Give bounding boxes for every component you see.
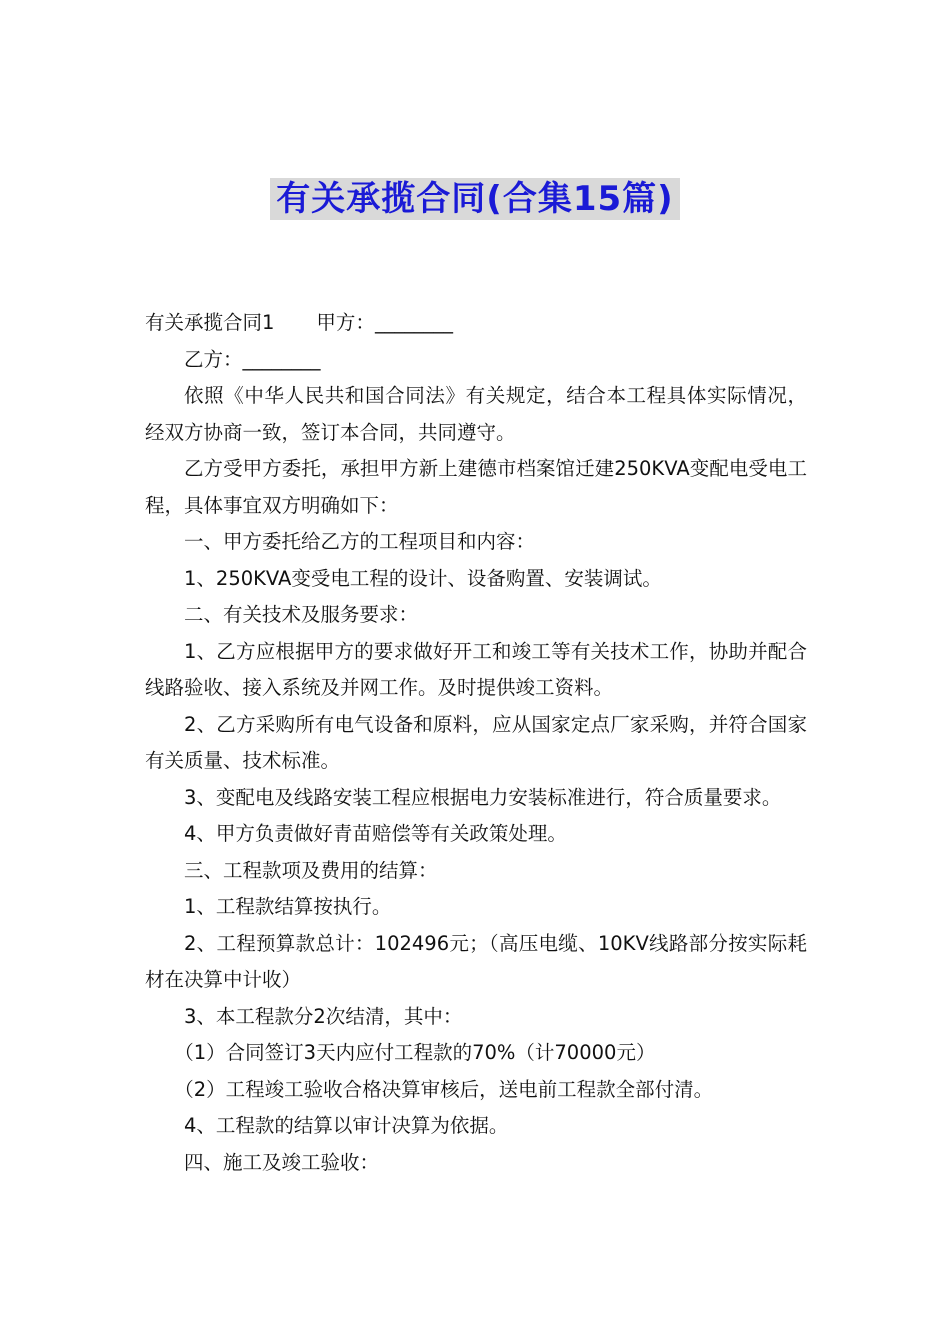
section-heading: 三、工程款项及费用的结算：	[184, 858, 438, 882]
paragraph: 2、工程预算款总计：102496元；（高压电缆、10KV线路部分按实际耗材在决算中计收）	[145, 931, 807, 991]
title-container	[0, 178, 950, 220]
section-heading: 一、甲方委托给乙方的工程项目和内容：	[184, 530, 536, 553]
paragraph: 乙方受甲方委托，承担甲方新上建德市档案馆迁建250KVA变配电受电工程，具体事宜双方明确如下：	[145, 457, 807, 517]
party-b-blank: ________	[242, 347, 321, 371]
paragraph: 1、工程款结算按执行。	[184, 895, 392, 918]
paragraph: 4、工程款的结算以审计决算为依据。	[184, 1114, 509, 1137]
contract-heading: 有关承揽合同1	[145, 311, 275, 334]
document-title: 有关承揽合同(合集15篇)	[270, 178, 679, 220]
party-a-label: 甲方：	[316, 311, 375, 334]
paragraph: 4、甲方负责做好青苗赔偿等有关政策处理。	[184, 822, 567, 845]
paragraph: 1、乙方应根据甲方的要求做好开工和竣工等有关技术工作，协助并配合线路验收、接入系统及并网工作。及时提供竣工资料。	[145, 639, 807, 699]
section-heading: 四、施工及竣工验收：	[184, 1150, 380, 1174]
party-b-label: 乙方：	[184, 347, 243, 371]
paragraph: （2）工程竣工验收合格决算审核后，送电前工程款全部付清。	[174, 1077, 714, 1101]
paragraph: 2、乙方采购所有电气设备和原料，应从国家定点厂家采购，并符合国家有关质量、技术标准。	[145, 712, 807, 772]
paragraph: 1、250KVA变受电工程的设计、设备购置、安装调试。	[184, 566, 662, 590]
contract-heading-line	[145, 305, 807, 342]
section-heading: 二、有关技术及服务要求：	[184, 603, 419, 626]
paragraph: 3、本工程款分2次结清，其中：	[184, 1004, 463, 1028]
document-body	[145, 305, 807, 1181]
party-b-line	[145, 342, 807, 379]
paragraph: 3、变配电及线路安装工程应根据电力安装标准进行，符合质量要求。	[184, 785, 782, 809]
paragraph: （1）合同签订3天内应付工程款的70%（计70000元）	[174, 1041, 656, 1064]
paragraph: 依照《中华人民共和国合同法》有关规定，结合本工程具体实际情况，经双方协商一致，签订本合同，共同遵守。	[145, 384, 807, 444]
party-a-blank: ________	[374, 311, 453, 334]
